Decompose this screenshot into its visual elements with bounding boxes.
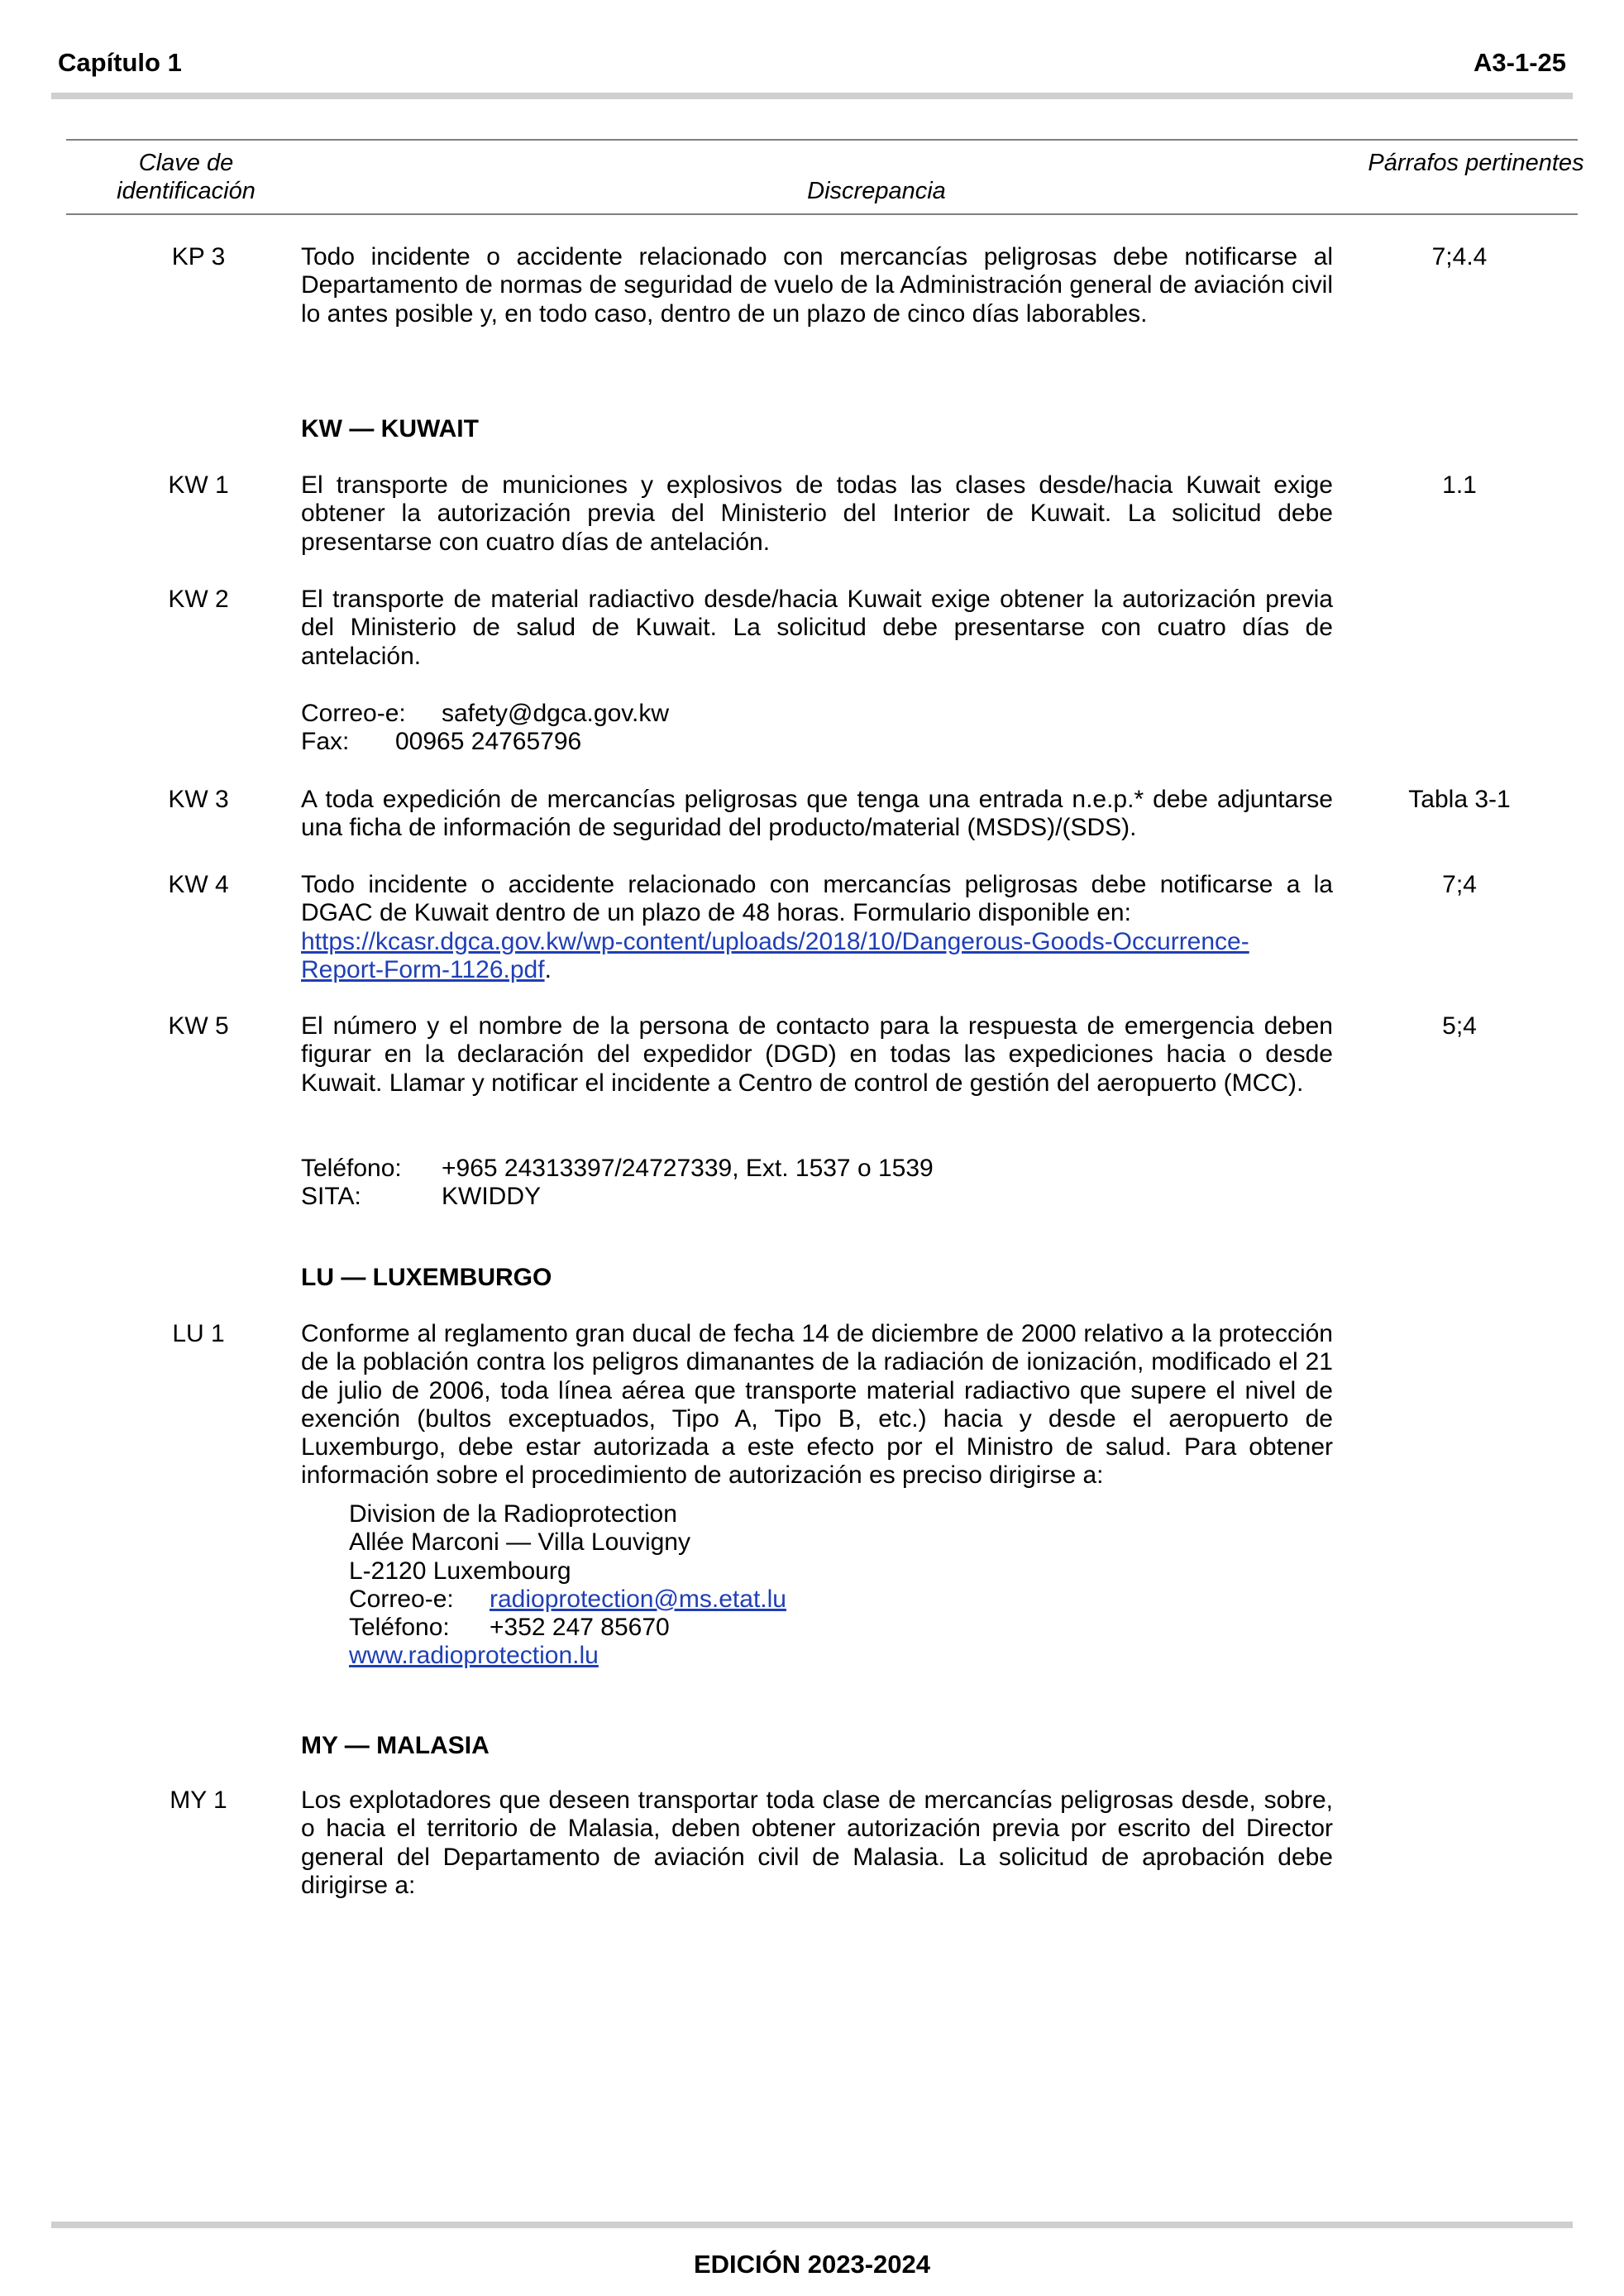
row-text-lu1: Conforme al reglamento gran ducal de fecha 14 de diciembre de 2000 relativo a la protección de la población contra los peligros dimanantes de la radiación de ionización, modificado el 21 de julio de 2006, toda línea aérea que transporte material radiactivo que supere el nivel de exención (bultos exceptuados, Tipo A, Tipo B, etc.) hacia y desde el aeropuerto de Luxemburgo, debe estar autorizada a este efecto por el Ministro de salud. Para obtener información sobre el procedimiento de autorización es preciso dirigirse a: — [301, 1320, 1333, 1490]
row-key-kw4: KW 4 — [168, 871, 229, 898]
lu1-address-line2: Allée Marconi — Villa Louvigny — [349, 1528, 690, 1557]
row-key-my1: MY 1 — [170, 1787, 227, 1814]
row-text-kw4: Todo incidente o accidente relacionado con mercancías peligrosas debe notificarse a la DGAC de Kuwait dentro de un plazo de 48 horas. Formulario disponible en: — [301, 871, 1333, 927]
footer-rule — [51, 2222, 1573, 2228]
lu1-email-line — [349, 1586, 786, 1614]
row-paragraph-kw1: 1.1 — [1442, 471, 1477, 499]
kw5-phone-label: Teléfono: — [301, 1155, 402, 1182]
chapter-label: Capítulo 1 — [58, 48, 182, 77]
kw4-form-link[interactable]: https://kcasr.dgca.gov.kw/wp-content/uploads/2018/10/Dangerous-Goods-Occurrence- Report-Form-1126.pdf. — [301, 928, 1249, 984]
row-text-kp3: Todo incidente o accidente relacionado con mercancías peligrosas debe notificarse al Departamento de normas de seguridad de vuelo de la Administración general de aviación civil lo antes posible y, en todo caso, dentro de un plazo de cinco días laborables. — [301, 243, 1333, 328]
lu1-address-line1: Division de la Radioprotection — [349, 1500, 677, 1528]
kw4-link-line2[interactable]: Report-Form-1126.pdf — [301, 956, 545, 984]
lu1-address-line3: L-2120 Luxembourg — [349, 1557, 571, 1585]
lu1-phone-label: Teléfono: — [349, 1614, 450, 1642]
lu1-website-link[interactable]: www.radioprotection.lu — [349, 1642, 599, 1670]
discrepancy-column-header: Discrepancia — [807, 178, 946, 204]
kw2-email-value: safety@dgca.gov.kw — [442, 700, 670, 727]
row-text-kw3: A toda expedición de mercancías peligrosas que tenga una entrada n.e.p.* debe adjuntarse una ficha de información de seguridad del producto/material (MSDS)/(SDS). — [301, 786, 1333, 842]
kw5-sita-label: SITA: — [301, 1183, 361, 1210]
row-key-kw5: KW 5 — [168, 1012, 229, 1040]
row-paragraph-kw3: Tabla 3-1 — [1408, 786, 1511, 813]
row-text-kw2: El transporte de material radiactivo desde/hacia Kuwait exige obtener la autorización previa del Ministerio de salud de Kuwait. La solicitud debe presentarse con cuatro días de antelación. — [301, 586, 1333, 670]
lu1-email-link[interactable]: radioprotection@ms.etat.lu — [490, 1585, 786, 1613]
row-key-kw2: KW 2 — [168, 586, 229, 613]
kw5-sita-line — [301, 1183, 541, 1211]
row-text-kw5: El número y el nombre de la persona de contacto para la respuesta de emergencia deben figurar en la declaración del expedidor (DGD) en todas las expediciones hacia o desde Kuwait. Llamar y notificar el incidente a Centro de control de gestión del aeropuerto (MCC). — [301, 1012, 1333, 1097]
paragraphs-column-header: Párrafos pertinentes — [1368, 150, 1584, 176]
row-key-kw1: KW 1 — [168, 471, 229, 499]
kw2-fax-line — [301, 728, 581, 756]
edition-footer: EDICIÓN 2023-2024 — [693, 2250, 931, 2279]
header-rule — [51, 93, 1573, 99]
section-heading-luxembourg: LU — LUXEMBURGO — [301, 1264, 552, 1291]
row-paragraph-kp3: 7;4.4 — [1431, 243, 1488, 270]
row-text-my1: Los explotadores que deseen transportar toda clase de mercancías peligrosas desde, sobre, o hacia el territorio de Malasia, deben obtener autorización previa por escrito del Director general del Departamento de aviación civil de Malasia. La solicitud de aprobación debe dirigirse a: — [301, 1787, 1333, 1899]
kw5-phone-value: +965 24313397/24727339, Ext. 1537 o 1539 — [442, 1155, 934, 1182]
kw5-phone-line — [301, 1155, 934, 1183]
row-key-lu1: LU 1 — [172, 1320, 225, 1347]
page-reference: A3-1-25 — [1474, 48, 1566, 77]
lu1-phone-line — [349, 1614, 786, 1642]
kw2-fax-value: 00965 24765796 — [395, 728, 582, 755]
key-column-header: Clave de identificación — [117, 150, 256, 204]
kw4-link-line1[interactable]: https://kcasr.dgca.gov.kw/wp-content/uploads/2018/10/Dangerous-Goods-Occurrence- — [301, 928, 1249, 955]
kw2-email-line — [301, 700, 669, 728]
lu1-email-label: Correo-e: — [349, 1585, 454, 1613]
lu1-phone-value: +352 247 85670 — [490, 1614, 670, 1642]
table-header — [66, 139, 1584, 215]
section-heading-malaysia: MY — MALASIA — [301, 1732, 490, 1759]
row-key-kp3: KP 3 — [171, 243, 226, 270]
kw2-fax-label: Fax: — [301, 728, 350, 755]
section-heading-kuwait: KW — KUWAIT — [301, 415, 479, 442]
row-paragraph-kw4: 7;4 — [1442, 871, 1477, 898]
row-paragraph-kw5: 5;4 — [1442, 1012, 1477, 1040]
kw5-sita-value: KWIDDY — [442, 1183, 541, 1210]
row-key-kw3: KW 3 — [168, 786, 229, 813]
row-text-kw1: El transporte de municiones y explosivos de todas las clases desde/hacia Kuwait exige obtener la autorización previa del Ministerio del Interior de Kuwait. La solicitud debe presentarse con cuatro días de antelación. — [301, 471, 1333, 556]
lu1-address-block — [349, 1500, 786, 1671]
kw2-email-label: Correo-e: — [301, 700, 406, 727]
